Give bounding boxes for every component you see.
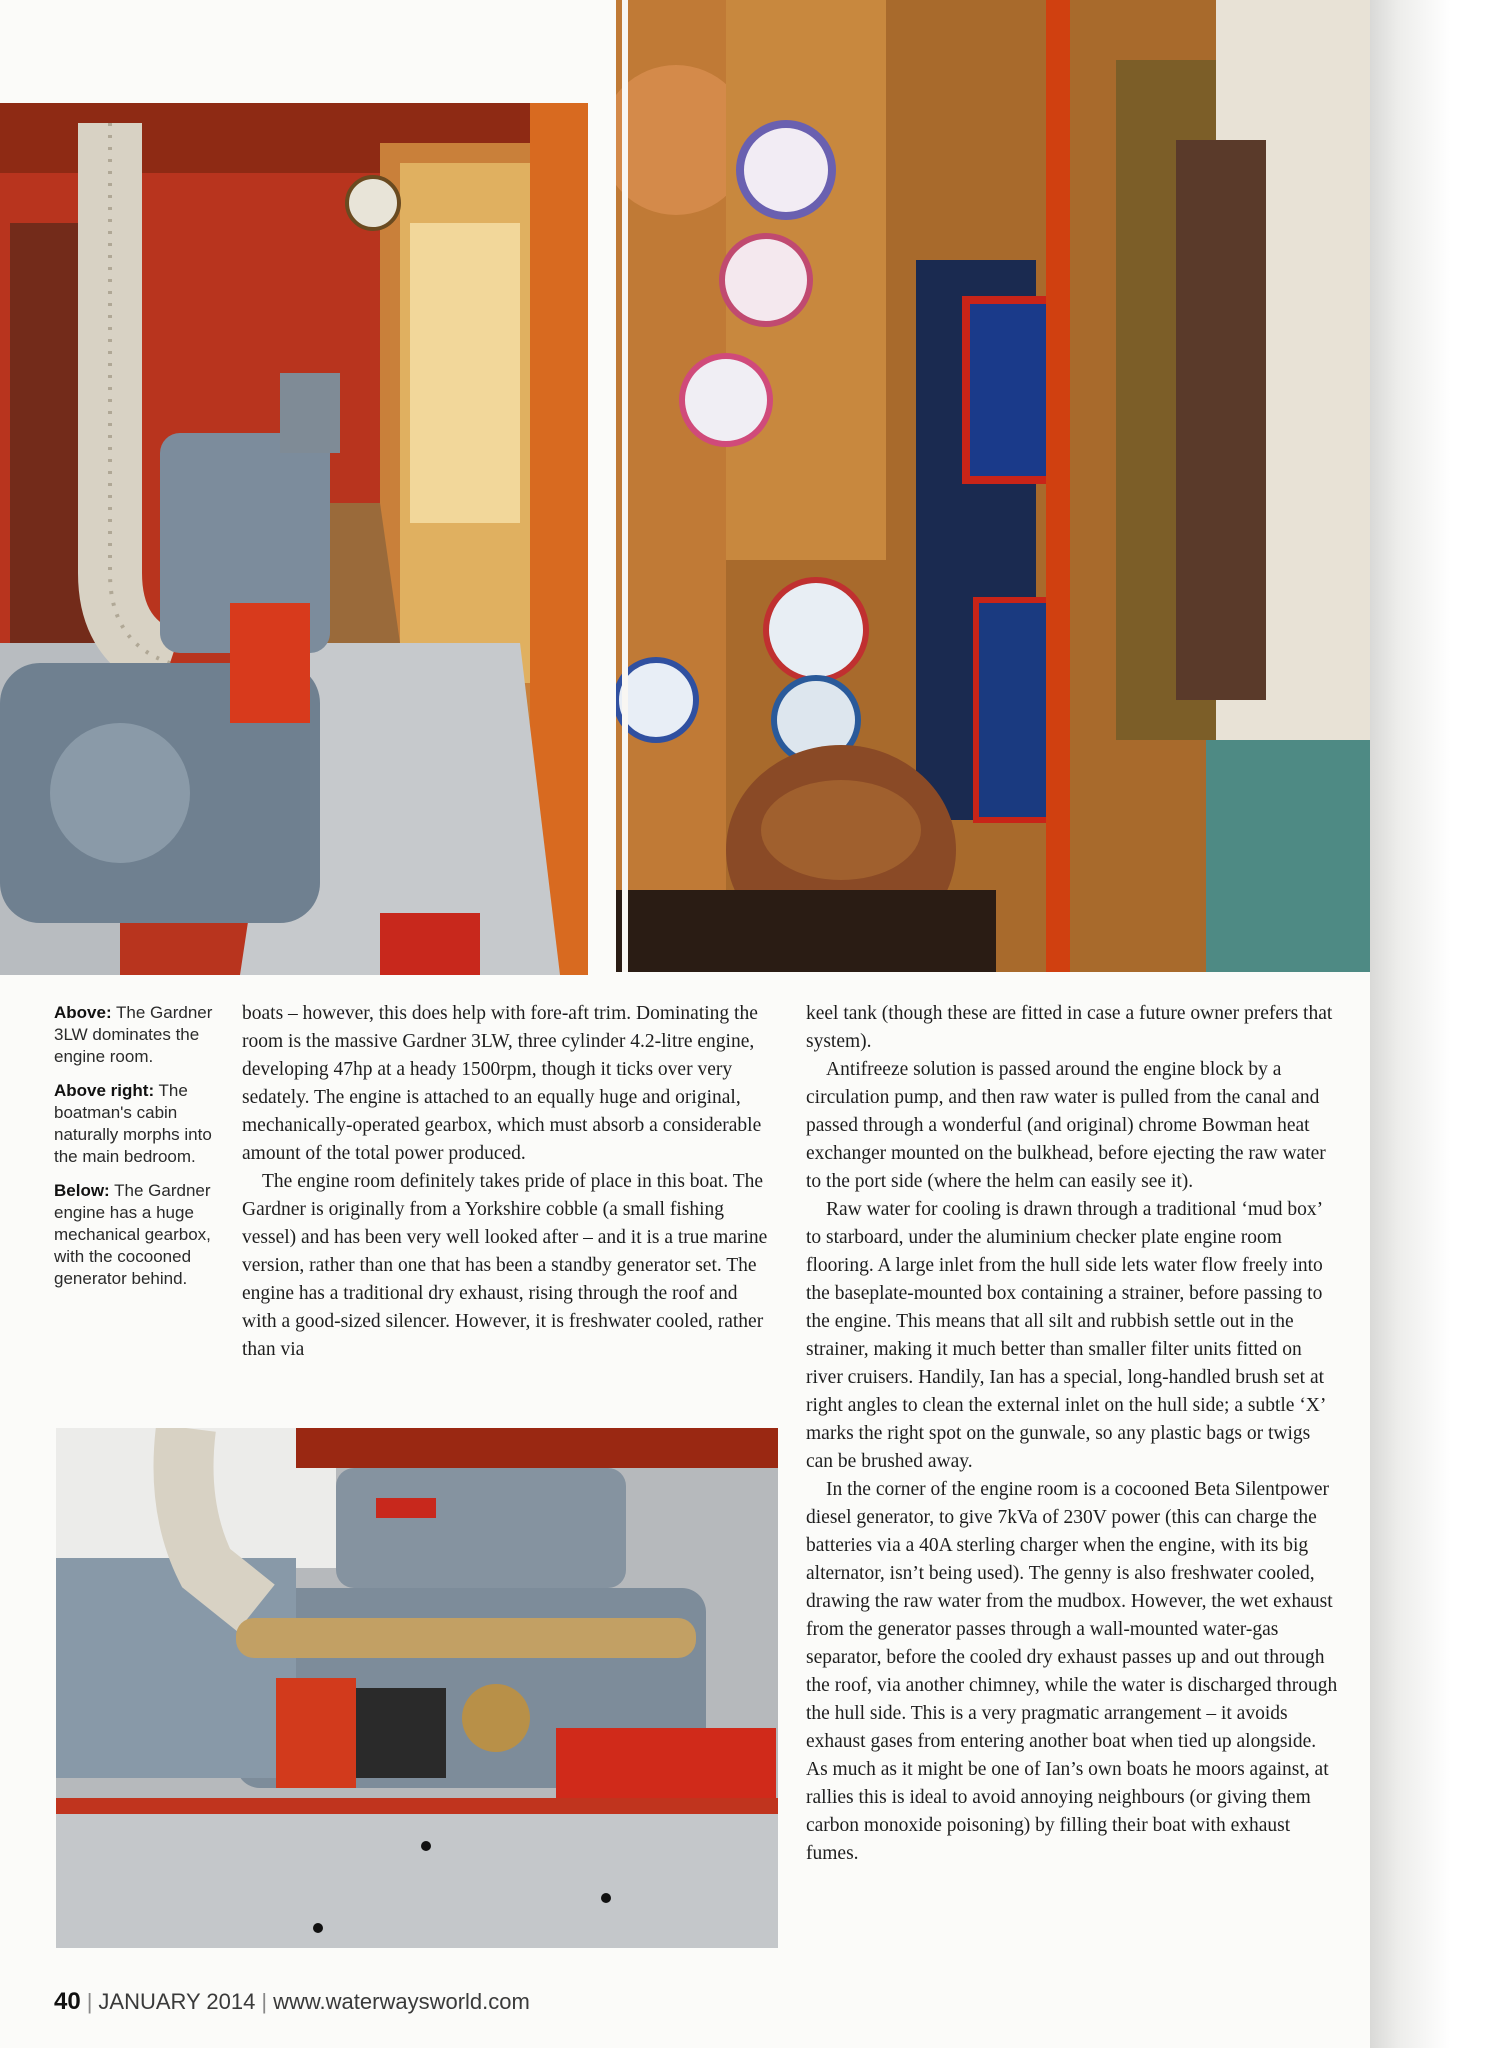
page-footer [54, 1988, 530, 2016]
caption-below [54, 1180, 224, 1290]
page-edge-shadow [1370, 0, 1485, 2048]
page-number: 40 [54, 1988, 81, 2015]
article-column-1 [242, 1000, 777, 1364]
caption-above-right [54, 1080, 224, 1168]
footer-separator: | [261, 1989, 268, 2014]
photo-boatmans-cabin [616, 0, 1370, 972]
caption-text: The Gardner 3LW dominates the engine room. [54, 1003, 213, 1066]
paragraph: Antifreeze solution is passed around the engine block by a circulation pump, and then raw water is pulled from the canal and passed through a wonderful (and original) chrome Bowman heat exchanger mounted on the bulkhead, before ejecting the raw water to the port side (where the helm can easily see it). [806, 1059, 1326, 1192]
caption-text: The boatman's cabin naturally morphs into the main bedroom. [54, 1081, 212, 1166]
photo-engine-room [0, 103, 588, 975]
photo-gardner-engine [56, 1428, 778, 1948]
caption-above [54, 1002, 224, 1068]
photo-captions [54, 1002, 224, 1302]
caption-label: Above right: [54, 1081, 155, 1100]
caption-text: The Gardner engine has a huge mechanical gearbox, with the cocooned generator behind. [54, 1181, 211, 1288]
article-column-2 [806, 1000, 1341, 1868]
paragraph: In the corner of the engine room is a cocooned Beta Silentpower diesel generator, to give 7kVa of 230V power (this can charge the batteries via a 40A sterling charger when the engine, with its big alternator, isn’t being used). The genny is also freshwater cooled, drawing the raw water from the mudbox. However, the wet exhaust from the generator passes through a wall-mounted water-gas separator, before the cooled dry exhaust passes up and out through the roof, via another chimney, while the water is discharged through the hull side. This is a very pragmatic arrangement – it avoids exhaust gases from entering another boat when tied up alongside. As much as it might be one of Ian’s own boats he moors against, at rallies this is ideal to avoid annoying neighbours (or giving them carbon monoxide poisoning) by filling their boat with exhaust fumes. [806, 1479, 1338, 1864]
paragraph: Raw water for cooling is drawn through a traditional ‘mud box’ to starboard, under the aluminium checker plate engine room flooring. A large inlet from the hull side lets water flow freely into the baseplate-mounted box containing a strainer, before passing to the engine. This means that all silt and rubbish settle out in the strainer, making it much better than smaller filter units fitted on river cruisers. Handily, Ian has a special, long-handled brush set at right angles to clean the external inlet on the hull side; a subtle ‘X’ marks the right spot on the gunwale, so any plastic bags or twigs can be brushed away. [806, 1199, 1325, 1472]
footer-separator: | [86, 1989, 93, 2014]
website-link[interactable]: www.waterwaysworld.com [273, 1989, 530, 2014]
issue-date: JANUARY 2014 [98, 1989, 256, 2014]
paragraph: boats – however, this does help with fore-aft trim. Dominating the room is the massive Gardner 3LW, three cylinder 4.2-litre engine, developing 47hp at a heady 1500rpm, though it ticks over very sedately. The engine is attached to an equally huge and original, mechanically-operated gearbox, which must absorb a considerable amount of the total power produced. [242, 1003, 762, 1164]
caption-label: Below: [54, 1181, 110, 1200]
paragraph: The engine room definitely takes pride of place in this boat. The Gardner is originally from a Yorkshire cobble (a small fishing vessel) and has been very well looked after – and it is a true marine version, rather than one that has been a standby generator set. The engine has a traditional dry exhaust, rising through the roof and with a good-sized silencer. However, it is freshwater cooled, rather than via [242, 1171, 768, 1360]
paragraph: keel tank (though these are fitted in case a future owner prefers that system). [806, 1003, 1333, 1052]
caption-label: Above: [54, 1003, 112, 1022]
